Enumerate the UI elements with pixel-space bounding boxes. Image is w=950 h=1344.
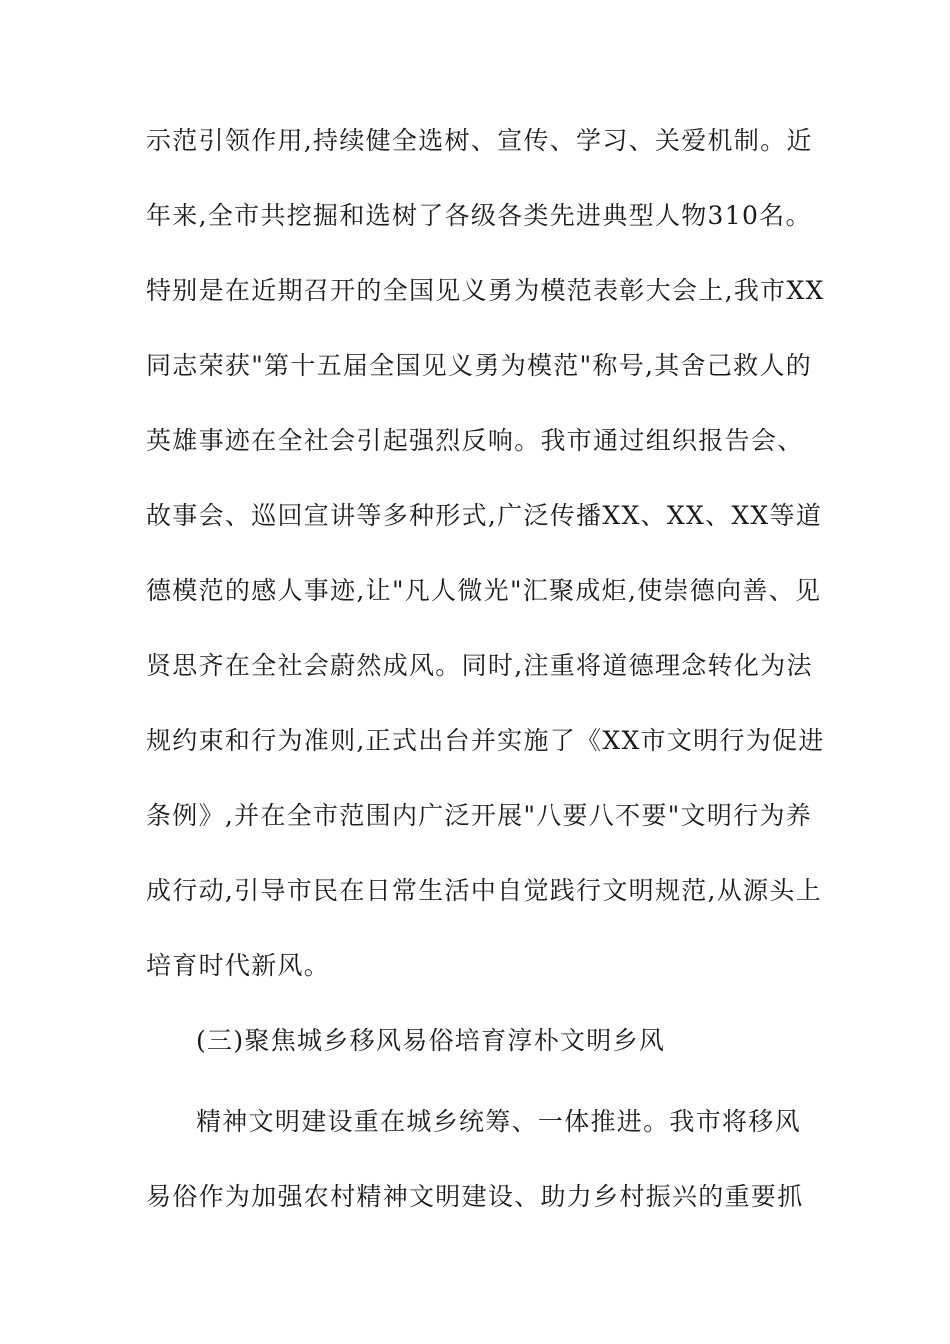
paragraph1-line-6: 故事会、巡回宣讲等多种形式,广泛传播XX、XX、XX等道: [146, 501, 823, 530]
paragraph1-line-2: 年来,全市共挖掘和选树了各级各类先进典型人物310名。: [146, 201, 812, 230]
paragraph1-line-8: 贤思齐在全社会蔚然成风。同时,注重将道德理念转化为法: [146, 651, 813, 680]
paragraph1-line-1: 示范引领作用,持续健全选树、宣传、学习、关爱机制。近: [146, 126, 813, 155]
paragraph1-line-12: 培育时代新风。: [146, 951, 331, 980]
paragraph1-line-4: 同志荣获"第十五届全国见义勇为模范"称号,其舍己救人的: [146, 351, 813, 380]
section-heading: (三)聚焦城乡移风易俗培育淳朴文明乡风: [196, 1026, 666, 1055]
paragraph1-line-11: 成行动,引导市民在日常生活中自觉践行文明规范,从源头上: [146, 876, 822, 905]
paragraph1-line-10: 条例》,并在全市范围内广泛开展"八要八不要"文明行为养: [146, 801, 813, 830]
paragraph2-line-2: 易俗作为加强农村精神文明建设、助力乡村振兴的重要抓: [146, 1182, 804, 1211]
paragraph1-line-5: 英雄事迹在全社会引起强烈反响。我市通过组织报告会、: [146, 426, 804, 455]
paragraph1-line-3: 特别是在近期召开的全国见义勇为模范表彰大会上,我市XX: [146, 276, 825, 305]
paragraph1-line-7: 德模范的感人事迹,让"凡人微光"汇聚成炬,使崇德向善、见: [146, 576, 822, 605]
paragraph1-line-9: 规约束和行为准则,正式出台并实施了《XX市文明行为促进: [146, 726, 825, 755]
paragraph2-line-1: 精神文明建设重在城乡统筹、一体推进。我市将移风: [196, 1107, 801, 1136]
